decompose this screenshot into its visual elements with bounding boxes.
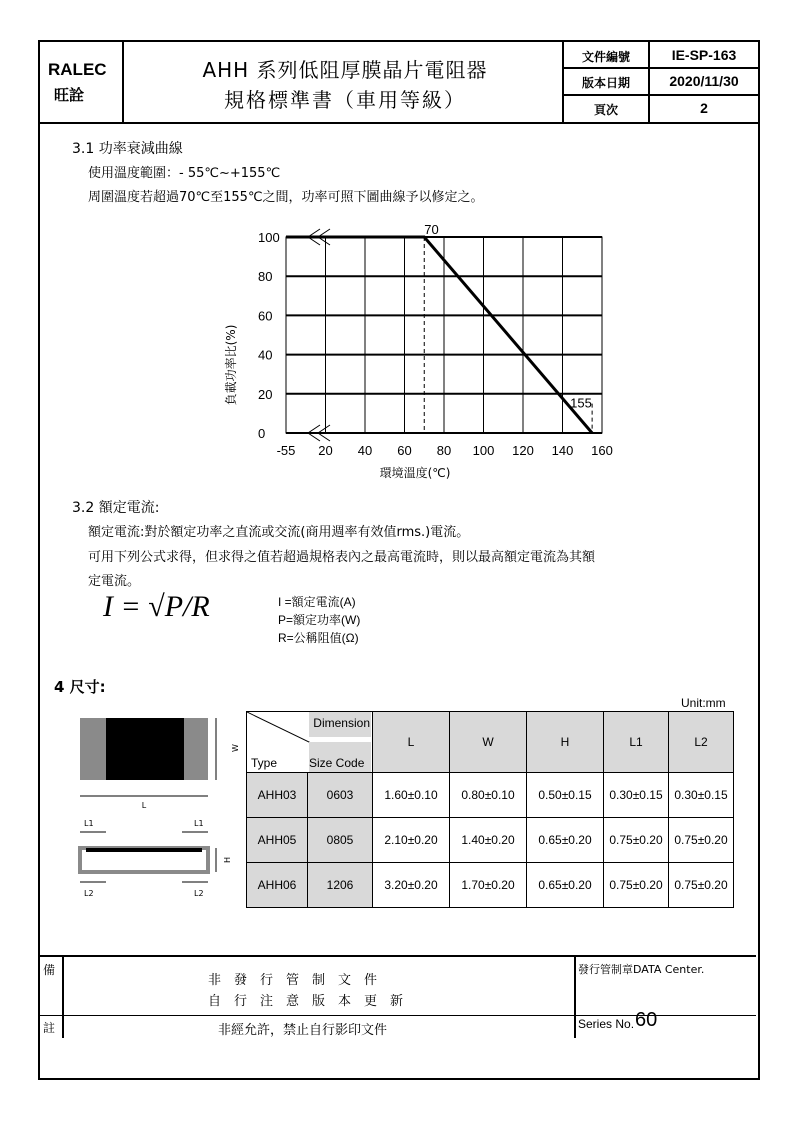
page-value: 2 <box>700 100 708 116</box>
cell-l: 3.20±0.20 <box>373 863 450 908</box>
formula-legend-p: P=額定功率(W) <box>278 613 361 627</box>
y-tick-label: 20 <box>258 386 273 402</box>
section-derating-heading: 3.1 功率衰減曲線 <box>72 141 183 157</box>
diagram-label-w: W <box>231 744 240 752</box>
y-tick-label: 40 <box>258 347 273 363</box>
cell-l2: 0.75±0.20 <box>669 818 734 863</box>
cell-type: AHH03 <box>247 773 308 818</box>
y-tick-label: 60 <box>258 308 273 324</box>
remark-label-1: 備 <box>43 963 56 977</box>
issue-stamp-label: 發行管制章DATA Center. <box>578 963 705 976</box>
table-corner-cell <box>247 712 373 773</box>
table-row <box>247 773 734 818</box>
doc-no-value: IE-SP-163 <box>671 47 737 63</box>
x-tick-label: -55 <box>276 443 296 458</box>
col-header-l2: L2 <box>669 712 734 773</box>
derating-chart <box>220 215 620 485</box>
dimension-table <box>246 711 734 908</box>
annotation-label: 155 <box>570 395 592 411</box>
y-tick-label: 0 <box>258 426 266 441</box>
table-row <box>247 863 734 908</box>
col-header-l1: L1 <box>604 712 669 773</box>
chart-series <box>286 222 592 433</box>
annotation-label: 70 <box>424 222 439 237</box>
notice-not-controlled: 非 發 行 管 制 文 件 <box>208 973 378 988</box>
notice-check-version: 自 行 注 意 版 本 更 新 <box>208 994 404 1009</box>
company-name-zh: 旺詮 <box>54 86 85 104</box>
cell-l: 1.60±0.10 <box>373 773 450 818</box>
header-type: Type <box>251 756 278 770</box>
col-header-l: L <box>373 712 450 773</box>
y-tick-label: 100 <box>258 230 280 245</box>
cell-type: AHH06 <box>247 863 308 908</box>
formula-legend-i: I =額定電流(A) <box>278 595 356 609</box>
x-tick-label: 20 <box>318 443 333 458</box>
x-tick-label: 160 <box>591 443 613 458</box>
header-size-code: Size Code <box>309 756 365 770</box>
cell-l1: 0.30±0.15 <box>604 773 669 818</box>
cell-size: 0805 <box>308 818 373 863</box>
x-tick-label: 60 <box>397 443 412 458</box>
unit-label: Unit:mm <box>681 696 726 710</box>
current-formula: I = √P/R <box>103 590 210 623</box>
chip-dimension-diagram <box>70 710 250 910</box>
chip-top-resistor <box>106 718 184 780</box>
cell-size: 0603 <box>308 773 373 818</box>
diagram-label-l: L <box>141 801 147 810</box>
x-tick-label: 100 <box>472 443 495 458</box>
document-title: AHH 系列低阻厚膜晶片電阻器 <box>202 58 488 82</box>
cell-l2: 0.30±0.15 <box>669 773 734 818</box>
cell-l1: 0.75±0.20 <box>604 863 669 908</box>
x-axis-label: 環境溫度(℃) <box>379 466 451 480</box>
company-name-en: RALEC <box>48 60 107 79</box>
chart-ticks <box>258 230 613 458</box>
temp-range-text: 使用溫度範圍：- 55℃~+155℃ <box>88 166 281 181</box>
document-subtitle: 規格標準書（車用等級） <box>224 88 466 112</box>
section-dimension-heading: 4 尺寸: <box>54 678 106 696</box>
formula-legend-r: R=公稱阻值(Ω) <box>278 631 359 645</box>
current-def-text: 額定電流:對於額定功率之直流或交流(商用週率有效值rms.)電流。 <box>88 525 470 540</box>
table-header-row <box>247 712 734 773</box>
version-label: 版本日期 <box>581 76 630 90</box>
cell-h: 0.65±0.20 <box>527 818 604 863</box>
diagram-label-l1-left: L1 <box>84 819 94 828</box>
series-label: Series No. <box>578 1017 635 1031</box>
x-tick-label: 80 <box>436 443 452 458</box>
version-value: 2020/11/30 <box>669 73 739 89</box>
derating-note-text: 周圍溫度若超過70℃至155℃之間，功率可照下圖曲線予以修定之。 <box>88 190 484 205</box>
diagram-label-l2-right: L2 <box>194 889 204 898</box>
col-header-w: W <box>450 712 527 773</box>
cell-l: 2.10±0.20 <box>373 818 450 863</box>
col-header-h: H <box>527 712 604 773</box>
table-row <box>247 818 734 863</box>
series-number: 60 <box>635 1009 658 1031</box>
x-tick-label: 40 <box>357 443 373 458</box>
derating-curve <box>286 237 592 433</box>
cell-w: 1.40±0.20 <box>450 818 527 863</box>
y-tick-label: 80 <box>258 269 273 285</box>
cell-w: 1.70±0.20 <box>450 863 527 908</box>
remark-label-2: 註 <box>43 1021 56 1035</box>
section-current-heading: 3.2 額定電流: <box>72 500 160 516</box>
x-tick-label: 120 <box>512 443 534 458</box>
cell-l2: 0.75±0.20 <box>669 863 734 908</box>
page-label: 頁次 <box>593 103 618 117</box>
y-axis-label: 負載功率比(%) <box>224 324 238 406</box>
cell-type: AHH05 <box>247 818 308 863</box>
cell-h: 0.65±0.20 <box>527 863 604 908</box>
current-note-text: 可用下列公式求得，但求得之值若超過規格表內之最高電流時，則以最高額定電流為其額 <box>88 550 596 565</box>
document-footer <box>38 955 756 1038</box>
diagram-label-l1-right: L1 <box>194 819 204 828</box>
cell-h: 0.50±0.15 <box>527 773 604 818</box>
cell-w: 0.80±0.10 <box>450 773 527 818</box>
notice-no-copy: 非經允許，禁止自行影印文件 <box>218 1023 388 1038</box>
cell-l1: 0.75±0.20 <box>604 818 669 863</box>
diagram-label-l2-left: L2 <box>84 889 94 898</box>
x-tick-label: 140 <box>551 443 574 458</box>
doc-no-label: 文件編號 <box>581 50 630 64</box>
cell-size: 1206 <box>308 863 373 908</box>
document-header <box>40 42 758 124</box>
diagram-label-h: H <box>223 856 232 864</box>
header-dimension: Dimension <box>313 716 370 730</box>
current-note-text-2: 定電流。 <box>88 574 141 589</box>
